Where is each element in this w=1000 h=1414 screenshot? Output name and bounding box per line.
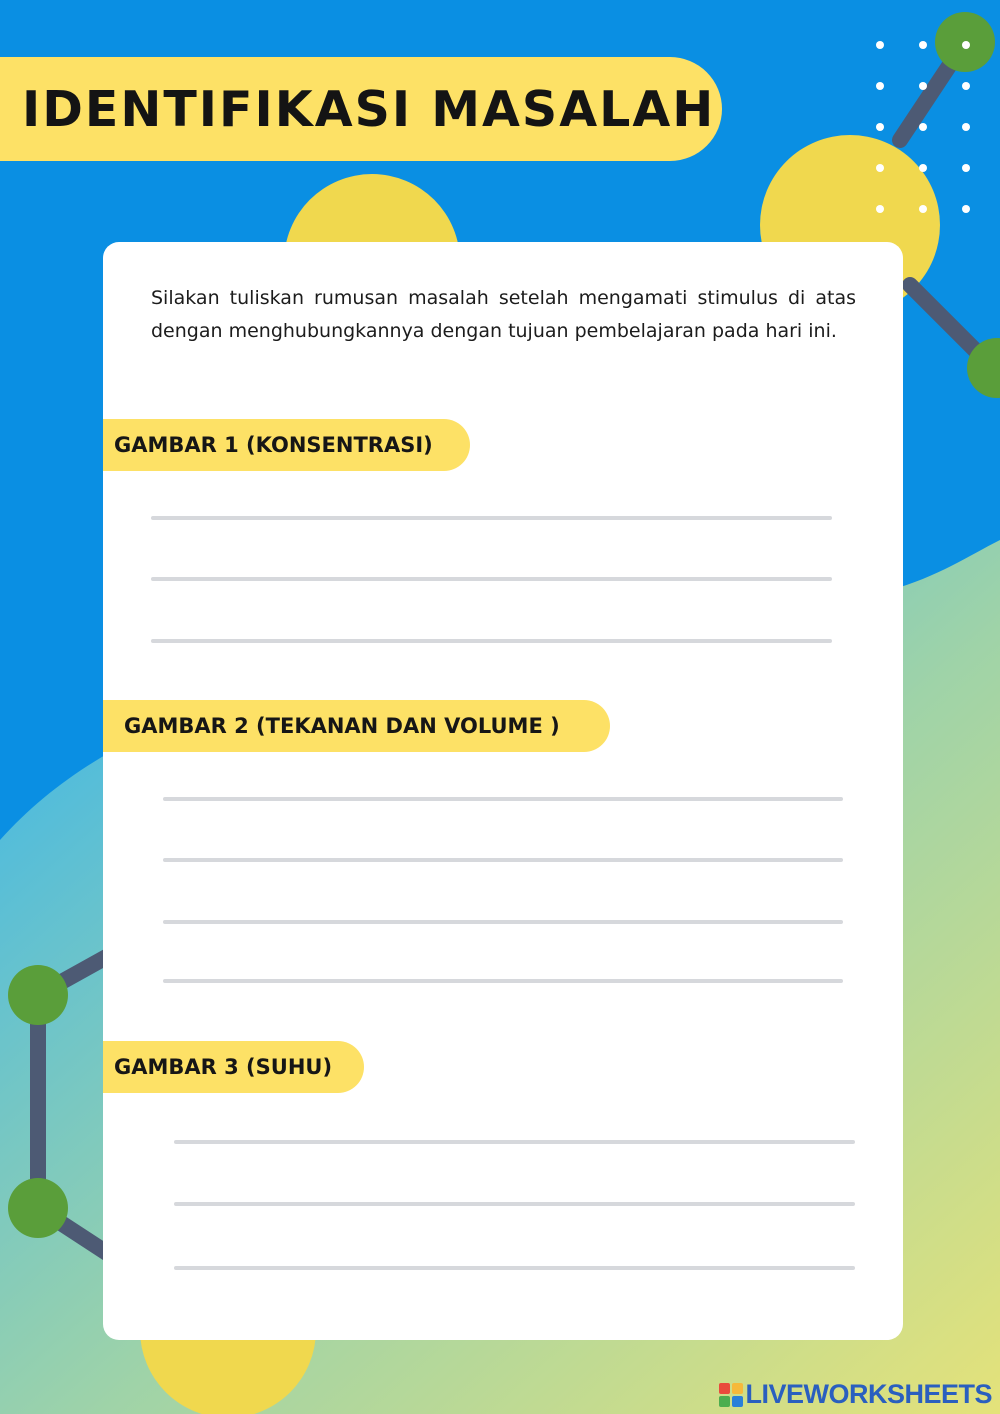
section-label: GAMBAR 2 (TEKANAN DAN VOLUME ): [124, 714, 560, 738]
answer-line[interactable]: [151, 577, 832, 581]
answer-line[interactable]: [151, 639, 832, 643]
section-header-gambar-3: [103, 1041, 364, 1093]
answer-line[interactable]: [151, 516, 832, 520]
page-title: IDENTIFIKASI MASALAH: [22, 80, 716, 138]
worksheet-card: [103, 242, 903, 1340]
section-label: GAMBAR 3 (SUHU): [114, 1055, 333, 1079]
brand-name: LIVEWORKSHEETS: [745, 1379, 992, 1409]
molecule-node: [8, 965, 68, 1025]
liveworksheets-logo-icon: [719, 1383, 743, 1407]
instruction-text: Silakan tuliskan rumusan masalah setelah mengamati stimulus di atas dengan menghubungkannya dengan tujuan pembelajaran pada hari ini.: [151, 287, 856, 342]
title-banner: [0, 57, 722, 161]
section-header-gambar-1: [103, 419, 470, 471]
answer-line[interactable]: [174, 1202, 855, 1206]
section-header-gambar-2: [103, 700, 610, 752]
molecule-node: [8, 1178, 68, 1238]
answer-line[interactable]: [163, 920, 843, 924]
answer-line[interactable]: [163, 797, 843, 801]
liveworksheets-brand[interactable]: [719, 1379, 992, 1410]
answer-line[interactable]: [174, 1266, 855, 1270]
answer-line[interactable]: [174, 1140, 855, 1144]
answer-line[interactable]: [163, 979, 843, 983]
section-label: GAMBAR 1 (KONSENTRASI): [114, 433, 433, 457]
answer-line[interactable]: [163, 858, 843, 862]
